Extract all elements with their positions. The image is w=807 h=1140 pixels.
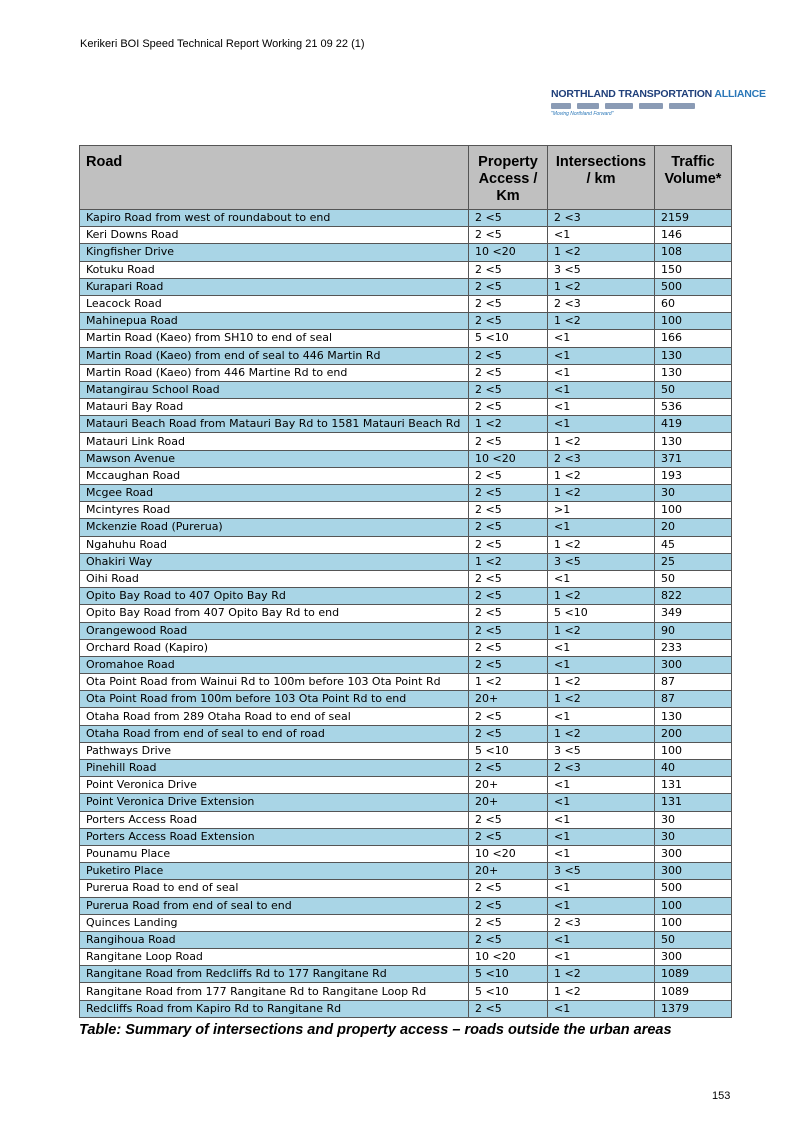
cell-intersections: 1 <2 [548,313,655,330]
cell-property-access: 2 <5 [469,828,548,845]
table-row [80,674,732,691]
cell-road: Pinehill Road [80,760,469,777]
cell-road: Rangitane Road from Redcliffs Rd to 177 Rangitane Rd [80,966,469,983]
cell-intersections: <1 [548,364,655,381]
cell-property-access: 5 <10 [469,983,548,1000]
cell-traffic-volume: 536 [655,399,732,416]
cell-traffic-volume: 300 [655,863,732,880]
cell-traffic-volume: 25 [655,553,732,570]
cell-intersections: 2 <3 [548,914,655,931]
cell-traffic-volume: 30 [655,485,732,502]
cell-intersections: <1 [548,794,655,811]
cell-road: Martin Road (Kaeo) from end of seal to 446 Martin Rd [80,347,469,364]
table-row [80,433,732,450]
cell-property-access: 2 <5 [469,210,548,227]
cell-intersections: >1 [548,502,655,519]
cell-intersections: 3 <5 [548,261,655,278]
cell-traffic-volume: 233 [655,639,732,656]
cell-property-access: 2 <5 [469,880,548,897]
cell-traffic-volume: 40 [655,760,732,777]
table-row [80,295,732,312]
cell-property-access: 2 <5 [469,605,548,622]
page-number: 153 [712,1090,731,1102]
cell-intersections: 3 <5 [548,863,655,880]
cell-traffic-volume: 131 [655,794,732,811]
cell-traffic-volume: 130 [655,364,732,381]
table-row [80,811,732,828]
cell-property-access: 2 <5 [469,639,548,656]
logo-tagline: "Moving Northland Forward" [551,111,614,117]
cell-road: Leacock Road [80,295,469,312]
table-row [80,639,732,656]
cell-road: Mccaughan Road [80,467,469,484]
cell-intersections: <1 [548,381,655,398]
cell-intersections: 1 <2 [548,725,655,742]
cell-intersections: <1 [548,330,655,347]
table-body [80,210,732,1018]
cell-property-access: 1 <2 [469,674,548,691]
cell-traffic-volume: 130 [655,347,732,364]
cell-property-access: 2 <5 [469,914,548,931]
table-row [80,347,732,364]
cell-road: Otaha Road from end of seal to end of road [80,725,469,742]
cell-property-access: 2 <5 [469,485,548,502]
cell-property-access: 2 <5 [469,760,548,777]
cell-road: Orchard Road (Kapiro) [80,639,469,656]
cell-road: Ohakiri Way [80,553,469,570]
cell-intersections: 1 <2 [548,467,655,484]
table-row [80,794,732,811]
cell-traffic-volume: 130 [655,708,732,725]
table-row [80,381,732,398]
cell-traffic-volume: 300 [655,656,732,673]
cell-traffic-volume: 30 [655,811,732,828]
cell-traffic-volume: 150 [655,261,732,278]
cell-road: Purerua Road from end of seal to end [80,897,469,914]
cell-intersections: 5 <10 [548,605,655,622]
cell-traffic-volume: 87 [655,674,732,691]
cell-road: Matauri Bay Road [80,399,469,416]
cell-intersections: <1 [548,416,655,433]
cell-traffic-volume: 166 [655,330,732,347]
cell-intersections: <1 [548,931,655,948]
cell-traffic-volume: 131 [655,777,732,794]
cell-property-access: 20+ [469,777,548,794]
table-row [80,983,732,1000]
cell-road: Opito Bay Road from 407 Opito Bay Rd to end [80,605,469,622]
cell-traffic-volume: 45 [655,536,732,553]
cell-traffic-volume: 419 [655,416,732,433]
table-row [80,914,732,931]
cell-property-access: 1 <2 [469,416,548,433]
cell-intersections: <1 [548,399,655,416]
cell-property-access: 2 <5 [469,227,548,244]
table-row [80,931,732,948]
cell-road: Pounamu Place [80,845,469,862]
cell-intersections: 3 <5 [548,553,655,570]
cell-road: Kotuku Road [80,261,469,278]
cell-road: Kurapari Road [80,278,469,295]
cell-intersections: <1 [548,811,655,828]
cell-road: Quinces Landing [80,914,469,931]
cell-road: Porters Access Road Extension [80,828,469,845]
cell-road: Opito Bay Road to 407 Opito Bay Rd [80,588,469,605]
cell-traffic-volume: 1089 [655,983,732,1000]
cell-road: Point Veronica Drive Extension [80,794,469,811]
document-header: Kerikeri BOI Speed Technical Report Working 21 09 22 (1) [80,38,365,50]
cell-property-access: 2 <5 [469,278,548,295]
table-row [80,278,732,295]
cell-road: Purerua Road to end of seal [80,880,469,897]
cell-intersections: 2 <3 [548,295,655,312]
cell-traffic-volume: 500 [655,880,732,897]
table-row [80,467,732,484]
cell-road: Oihi Road [80,570,469,587]
table-row [80,536,732,553]
cell-intersections: <1 [548,708,655,725]
cell-traffic-volume: 100 [655,742,732,759]
cell-intersections: 2 <3 [548,450,655,467]
header-road: Road [80,146,469,210]
cell-intersections: <1 [548,519,655,536]
cell-property-access: 2 <5 [469,708,548,725]
cell-intersections: <1 [548,1000,655,1017]
table-row [80,399,732,416]
cell-property-access: 2 <5 [469,467,548,484]
table-row [80,485,732,502]
cell-road: Redcliffs Road from Kapiro Rd to Rangitane Rd [80,1000,469,1017]
table-row [80,742,732,759]
table-row [80,845,732,862]
table-row [80,519,732,536]
logo-wordmark: NORTHLAND TRANSPORTATION ALLIANCE [551,88,766,100]
cell-property-access: 5 <10 [469,330,548,347]
cell-traffic-volume: 100 [655,897,732,914]
cell-property-access: 10 <20 [469,845,548,862]
cell-traffic-volume: 108 [655,244,732,261]
cell-traffic-volume: 1379 [655,1000,732,1017]
cell-intersections: 1 <2 [548,536,655,553]
cell-intersections: 1 <2 [548,966,655,983]
cell-intersections: 1 <2 [548,691,655,708]
table-row [80,1000,732,1017]
cell-road: Kapiro Road from west of roundabout to end [80,210,469,227]
cell-intersections: 1 <2 [548,244,655,261]
cell-road: Mahinepua Road [80,313,469,330]
cell-traffic-volume: 60 [655,295,732,312]
table-row [80,227,732,244]
table-row [80,244,732,261]
cell-property-access: 2 <5 [469,261,548,278]
cell-road: Pathways Drive [80,742,469,759]
cell-road: Rangitane Road from 177 Rangitane Rd to Rangitane Loop Rd [80,983,469,1000]
cell-traffic-volume: 371 [655,450,732,467]
cell-property-access: 2 <5 [469,656,548,673]
cell-traffic-volume: 50 [655,570,732,587]
cell-property-access: 10 <20 [469,949,548,966]
table-row [80,863,732,880]
cell-intersections: 3 <5 [548,742,655,759]
cell-traffic-volume: 193 [655,467,732,484]
header-traffic-volume: Traffic Volume* [655,146,732,210]
cell-intersections: 1 <2 [548,278,655,295]
table-row [80,656,732,673]
cell-intersections: 1 <2 [548,674,655,691]
cell-traffic-volume: 100 [655,914,732,931]
cell-property-access: 20+ [469,794,548,811]
cell-intersections: <1 [548,639,655,656]
cell-traffic-volume: 87 [655,691,732,708]
header-property-access: Property Access / Km [469,146,548,210]
header-intersections: Intersections / km [548,146,655,210]
table-row [80,949,732,966]
cell-property-access: 2 <5 [469,295,548,312]
cell-road: Mcintyres Road [80,502,469,519]
cell-intersections: 2 <3 [548,760,655,777]
cell-intersections: 2 <3 [548,210,655,227]
cell-property-access: 2 <5 [469,931,548,948]
table-row [80,261,732,278]
cell-property-access: 1 <2 [469,553,548,570]
table-row [80,364,732,381]
cell-road: Mcgee Road [80,485,469,502]
cell-traffic-volume: 20 [655,519,732,536]
table-row [80,588,732,605]
cell-road: Puketiro Place [80,863,469,880]
cell-intersections: <1 [548,828,655,845]
table-row [80,828,732,845]
cell-traffic-volume: 300 [655,845,732,862]
table-row [80,691,732,708]
table-row [80,330,732,347]
cell-property-access: 2 <5 [469,1000,548,1017]
cell-traffic-volume: 50 [655,381,732,398]
cell-intersections: <1 [548,949,655,966]
cell-property-access: 10 <20 [469,244,548,261]
table-caption: Table: Summary of intersections and property access – roads outside the urban areas [79,1022,672,1038]
table-row [80,725,732,742]
cell-property-access: 2 <5 [469,519,548,536]
cell-traffic-volume: 146 [655,227,732,244]
table-header-row [80,146,732,210]
table-row [80,708,732,725]
cell-traffic-volume: 349 [655,605,732,622]
cell-traffic-volume: 300 [655,949,732,966]
cell-property-access: 2 <5 [469,536,548,553]
cell-road: Mckenzie Road (Purerua) [80,519,469,536]
cell-property-access: 20+ [469,863,548,880]
cell-road: Ngahuhu Road [80,536,469,553]
cell-property-access: 2 <5 [469,588,548,605]
cell-property-access: 5 <10 [469,742,548,759]
cell-traffic-volume: 30 [655,828,732,845]
table-row [80,760,732,777]
cell-property-access: 2 <5 [469,381,548,398]
table-row [80,777,732,794]
table-row [80,553,732,570]
cell-road: Rangihoua Road [80,931,469,948]
cell-road: Orangewood Road [80,622,469,639]
cell-road: Point Veronica Drive [80,777,469,794]
cell-road: Kingfisher Drive [80,244,469,261]
table-row [80,570,732,587]
cell-property-access: 2 <5 [469,897,548,914]
cell-road: Otaha Road from 289 Otaha Road to end of seal [80,708,469,725]
cell-intersections: <1 [548,227,655,244]
table-row [80,966,732,983]
cell-road: Rangitane Loop Road [80,949,469,966]
cell-property-access: 2 <5 [469,364,548,381]
cell-road: Ota Point Road from 100m before 103 Ota Point Rd to end [80,691,469,708]
cell-intersections: <1 [548,897,655,914]
cell-property-access: 2 <5 [469,622,548,639]
cell-road: Martin Road (Kaeo) from 446 Martine Rd to end [80,364,469,381]
cell-traffic-volume: 90 [655,622,732,639]
cell-road: Matauri Link Road [80,433,469,450]
cell-intersections: <1 [548,880,655,897]
cell-traffic-volume: 130 [655,433,732,450]
table-row [80,880,732,897]
cell-intersections: 1 <2 [548,622,655,639]
table-row [80,897,732,914]
partner-logos [551,102,723,110]
cell-property-access: 2 <5 [469,811,548,828]
cell-road: Martin Road (Kaeo) from SH10 to end of seal [80,330,469,347]
cell-property-access: 10 <20 [469,450,548,467]
nta-logo [551,88,766,124]
cell-traffic-volume: 100 [655,313,732,330]
cell-intersections: <1 [548,845,655,862]
cell-intersections: <1 [548,777,655,794]
table-row [80,622,732,639]
cell-intersections: <1 [548,347,655,364]
cell-intersections: <1 [548,570,655,587]
cell-traffic-volume: 500 [655,278,732,295]
cell-road: Porters Access Road [80,811,469,828]
cell-intersections: 1 <2 [548,983,655,1000]
table-row [80,313,732,330]
cell-property-access: 5 <10 [469,966,548,983]
cell-intersections: 1 <2 [548,433,655,450]
cell-road: Mawson Avenue [80,450,469,467]
table-row [80,210,732,227]
cell-road: Ota Point Road from Wainui Rd to 100m before 103 Ota Point Rd [80,674,469,691]
cell-traffic-volume: 50 [655,931,732,948]
table-row [80,450,732,467]
cell-traffic-volume: 1089 [655,966,732,983]
table-row [80,605,732,622]
cell-intersections: <1 [548,656,655,673]
roads-table [79,145,732,1018]
cell-property-access: 2 <5 [469,399,548,416]
cell-property-access: 2 <5 [469,570,548,587]
cell-road: Oromahoe Road [80,656,469,673]
table-row [80,416,732,433]
cell-property-access: 2 <5 [469,725,548,742]
cell-road: Matauri Beach Road from Matauri Bay Rd to 1581 Matauri Beach Rd [80,416,469,433]
cell-intersections: 1 <2 [548,485,655,502]
cell-traffic-volume: 100 [655,502,732,519]
cell-traffic-volume: 822 [655,588,732,605]
cell-property-access: 2 <5 [469,347,548,364]
cell-traffic-volume: 200 [655,725,732,742]
cell-property-access: 2 <5 [469,433,548,450]
cell-traffic-volume: 2159 [655,210,732,227]
cell-road: Keri Downs Road [80,227,469,244]
cell-property-access: 20+ [469,691,548,708]
cell-property-access: 2 <5 [469,502,548,519]
cell-intersections: 1 <2 [548,588,655,605]
table-row [80,502,732,519]
cell-road: Matangirau School Road [80,381,469,398]
cell-property-access: 2 <5 [469,313,548,330]
